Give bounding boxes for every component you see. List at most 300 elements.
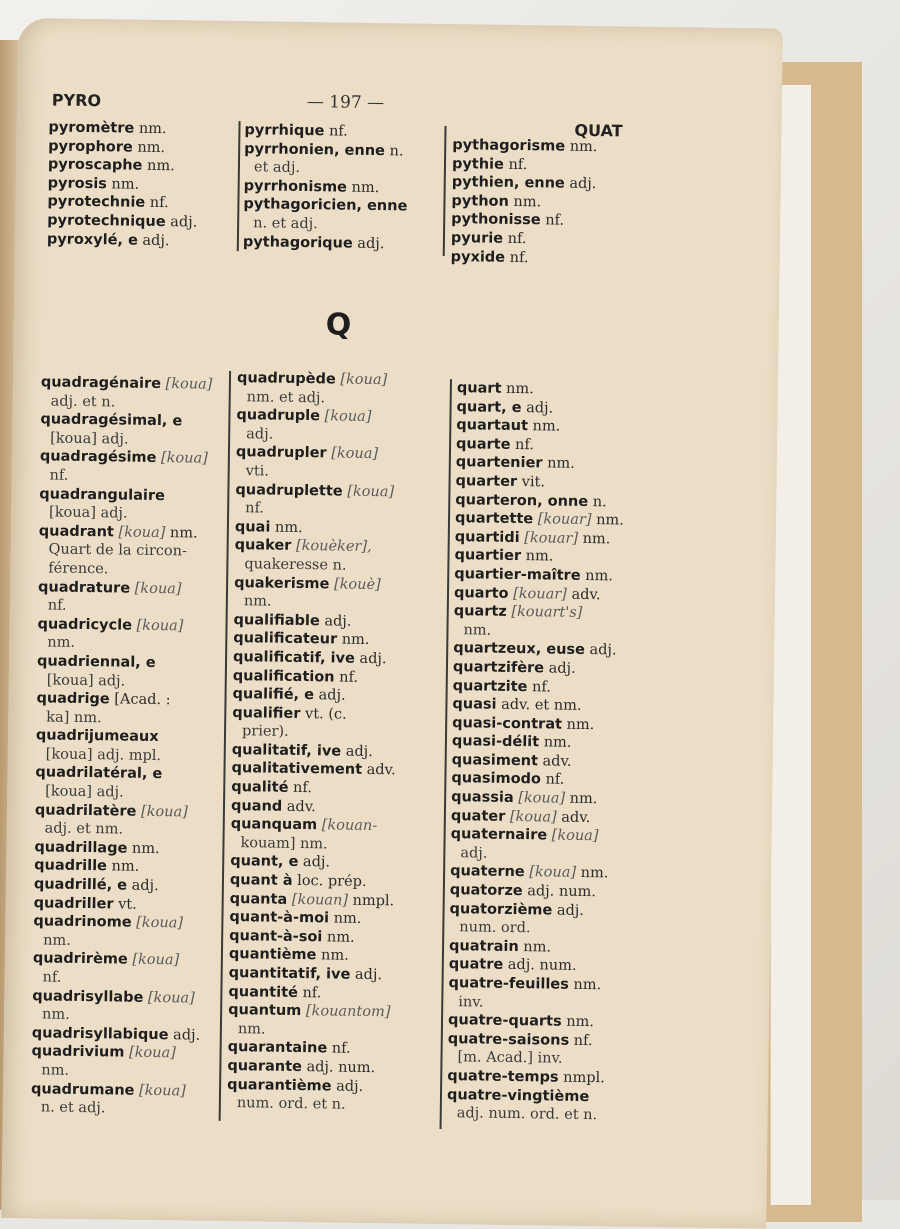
headword: quadrilatère bbox=[34, 801, 137, 820]
headword: quadriller bbox=[33, 894, 114, 913]
dictionary-entry bbox=[455, 509, 624, 530]
grammar-label: nm. bbox=[127, 840, 160, 857]
grammar-label: nm. bbox=[565, 138, 598, 156]
pronunciation: [kouan] bbox=[287, 891, 349, 909]
headword: quart bbox=[456, 380, 502, 397]
dictionary-entry bbox=[243, 196, 407, 217]
entry-continuation: quakeresse n. bbox=[244, 556, 347, 574]
dictionary-entry bbox=[227, 1076, 392, 1097]
headword: quater bbox=[450, 807, 506, 825]
headword: quadrilatéral, e bbox=[35, 764, 163, 783]
pronunciation: [koua] bbox=[136, 803, 188, 821]
dictionary-entry bbox=[451, 788, 620, 809]
headword: quartier-maître bbox=[454, 566, 581, 584]
dictionary-entry bbox=[229, 908, 394, 929]
headword: quakerisme bbox=[234, 574, 330, 592]
dictionary-entry bbox=[451, 825, 620, 846]
headword: quassia bbox=[451, 789, 514, 807]
dictionary-entry bbox=[228, 1038, 393, 1059]
pronunciation: [kouart's] bbox=[506, 604, 583, 622]
headword: quartenier bbox=[455, 454, 543, 472]
dictionary-entry bbox=[37, 652, 209, 673]
dictionary-entry bbox=[230, 871, 395, 892]
dictionary-entry bbox=[453, 639, 622, 660]
entry-continuation: prier). bbox=[241, 723, 289, 741]
headword: qualitatif, ive bbox=[231, 741, 342, 760]
dictionary-entry bbox=[47, 230, 197, 251]
entry-continuation: [koua] adj. bbox=[50, 430, 129, 448]
dictionary-entry bbox=[451, 248, 596, 269]
headword: quarto bbox=[453, 584, 509, 602]
headword: quaternaire bbox=[450, 826, 548, 844]
dictionary-entry bbox=[231, 778, 396, 799]
headword: quadrillé, e bbox=[33, 876, 128, 894]
headword: quasi-contrat bbox=[452, 714, 563, 733]
dictionary-entry bbox=[34, 838, 206, 859]
headword: pyrosis bbox=[47, 175, 107, 193]
headword: quadrisyllabe bbox=[32, 987, 144, 1006]
grammar-label: adj. bbox=[350, 966, 383, 984]
grammar-label: nf. bbox=[324, 123, 348, 140]
grammar-label: nm. bbox=[106, 858, 140, 876]
running-head-left: PYRO bbox=[51, 90, 102, 111]
dictionary-entry bbox=[456, 416, 625, 437]
dictionary-entry bbox=[450, 881, 619, 902]
headword: qualité bbox=[231, 779, 289, 796]
headword: quarantaine bbox=[227, 1039, 328, 1057]
grammar-label: adj. bbox=[354, 650, 387, 668]
headword: quadrumane bbox=[30, 1080, 135, 1099]
dictionary-entry bbox=[452, 173, 597, 194]
grammar-label: nm. bbox=[561, 716, 595, 733]
dictionary-entry bbox=[34, 894, 206, 915]
pronunciation: [kouèker], bbox=[291, 538, 372, 556]
headword: quadricycle bbox=[37, 616, 133, 634]
entry-continuation: et adj. bbox=[253, 159, 301, 177]
headword: qualifié, e bbox=[232, 686, 315, 704]
main-column-1 bbox=[31, 373, 213, 1119]
grammar-label: loc. prép. bbox=[292, 872, 367, 890]
headword: quadrangulaire bbox=[39, 485, 166, 504]
grammar-label: adj. bbox=[298, 854, 331, 871]
dictionary-entry bbox=[48, 156, 198, 177]
dictionary-entry bbox=[448, 974, 617, 995]
headword: quand bbox=[230, 797, 283, 815]
headword: quanta bbox=[229, 890, 288, 908]
headword: quantité bbox=[228, 983, 299, 1001]
entry-continuation: nm. bbox=[47, 634, 76, 652]
headword: pythagorisme bbox=[452, 137, 566, 155]
entry-continuation: kouam] nm. bbox=[240, 835, 328, 853]
headword: pyrrhique bbox=[244, 122, 325, 140]
headword: python bbox=[451, 192, 509, 210]
headword: quadrupler bbox=[235, 444, 327, 462]
dictionary-entry bbox=[35, 801, 207, 822]
dictionary-entry bbox=[31, 1080, 203, 1101]
dictionary-entry bbox=[32, 987, 204, 1008]
grammar-label: nm. bbox=[132, 139, 166, 156]
grammar-label: adj. bbox=[313, 687, 346, 704]
headword: pyrotechnie bbox=[47, 193, 146, 212]
pronunciation: [koua] bbox=[131, 617, 184, 635]
pronunciation: [koua] bbox=[129, 580, 182, 597]
dictionary-entry bbox=[450, 863, 619, 884]
dictionary-entry bbox=[243, 233, 407, 254]
entry-continuation: nm. bbox=[41, 1062, 70, 1079]
headword: pythonisse bbox=[451, 211, 541, 229]
dictionary-entry bbox=[452, 732, 621, 753]
pronunciation: [koua] bbox=[160, 376, 213, 393]
dictionary-entry bbox=[36, 689, 208, 710]
grammar-label: nf. bbox=[502, 230, 527, 248]
grammar-label: nf. bbox=[288, 779, 313, 797]
entry-continuation: nf. bbox=[245, 500, 265, 517]
headword: quant, e bbox=[230, 853, 299, 871]
dictionary-entry bbox=[33, 950, 205, 971]
headword: quadrivium bbox=[31, 1043, 125, 1061]
dictionary-entry bbox=[448, 1030, 617, 1051]
entry-continuation: nm. bbox=[237, 1020, 266, 1038]
entry-continuation: [koua] adj. mpl. bbox=[45, 746, 162, 764]
grammar-label: nf. bbox=[510, 436, 535, 454]
headword: pythien, enne bbox=[451, 174, 565, 192]
headword: quadrirème bbox=[32, 950, 128, 969]
dictionary-entry bbox=[447, 1086, 616, 1107]
headword: quasiment bbox=[451, 752, 539, 770]
headword: quartzite bbox=[452, 677, 528, 695]
headword: pyxide bbox=[450, 248, 506, 266]
dictionary-entry bbox=[40, 448, 212, 469]
dictionary-entry bbox=[454, 602, 623, 623]
pronunciation: [koua] bbox=[319, 408, 372, 426]
headword: quadrijumeaux bbox=[35, 727, 159, 746]
headword: pyrophore bbox=[48, 138, 133, 156]
dictionary-entry bbox=[232, 741, 397, 762]
dictionary-entry bbox=[455, 528, 624, 549]
headword: quadrinome bbox=[33, 913, 132, 931]
headword: quadrant bbox=[38, 523, 115, 541]
headword: quatre bbox=[448, 956, 504, 974]
dictionary-entry bbox=[453, 677, 622, 698]
grammar-label: nf. bbox=[297, 984, 322, 1001]
dictionary-entry bbox=[451, 770, 620, 791]
grammar-label: nm. bbox=[337, 631, 370, 649]
dictionary-entry bbox=[229, 927, 394, 948]
dictionary-entry bbox=[233, 629, 398, 650]
dictionary-entry bbox=[48, 137, 198, 158]
dictionary-entry bbox=[231, 797, 396, 818]
grammar-label: nf. bbox=[334, 668, 359, 686]
headword: quant à bbox=[229, 872, 293, 889]
pronunciation: [koua] bbox=[342, 483, 395, 500]
grammar-label: nf. bbox=[327, 1040, 351, 1058]
headword: quarter bbox=[455, 473, 518, 490]
headword: quatorzième bbox=[449, 900, 553, 919]
grammar-label: adv. bbox=[566, 586, 601, 603]
dictionary-entry bbox=[227, 1057, 392, 1078]
dictionary-entry bbox=[40, 411, 212, 432]
headword: quartaut bbox=[456, 417, 529, 435]
headword: quarteron, onne bbox=[455, 491, 589, 510]
headword: quaker bbox=[234, 537, 292, 555]
headword: quasi bbox=[452, 696, 497, 713]
dictionary-entry bbox=[233, 667, 398, 688]
dictionary-entry bbox=[233, 611, 398, 632]
dictionary-entry bbox=[228, 1001, 393, 1022]
pronunciation: [koua] bbox=[335, 371, 388, 389]
entry-continuation: nm. bbox=[43, 932, 71, 949]
headword: quatre-saisons bbox=[447, 1030, 570, 1049]
dictionary-entry bbox=[455, 491, 624, 512]
top-column-2 bbox=[243, 121, 409, 253]
dictionary-entry bbox=[41, 373, 213, 394]
grammar-label: nm. bbox=[508, 193, 542, 211]
dictionary-entry bbox=[456, 398, 625, 419]
dictionary-entry bbox=[244, 140, 408, 161]
grammar-label: nm. bbox=[106, 176, 140, 193]
grammar-label: adj. bbox=[168, 1026, 201, 1044]
headword: quatrain bbox=[448, 937, 519, 955]
dictionary-entry bbox=[35, 764, 207, 785]
dictionary-entry bbox=[237, 369, 402, 390]
headword: quatorze bbox=[449, 882, 523, 900]
grammar-label: vit. bbox=[517, 473, 546, 491]
pronunciation: [koua] bbox=[546, 827, 599, 845]
dictionary-entry bbox=[236, 406, 401, 427]
entry-continuation: nm. bbox=[463, 621, 492, 639]
main-column-3 bbox=[447, 379, 626, 1125]
dictionary-entry bbox=[452, 751, 621, 772]
grammar-label: nm. bbox=[346, 179, 380, 196]
dictionary-entry bbox=[454, 565, 623, 586]
dictionary-entry bbox=[228, 983, 393, 1004]
grammar-label: nm. bbox=[527, 418, 561, 435]
headword: quadrige bbox=[36, 690, 110, 708]
dictionary-entry bbox=[449, 956, 618, 977]
headword: quartz bbox=[453, 603, 507, 621]
pronunciation: [kouar] bbox=[533, 511, 592, 529]
grammar-label: nm. bbox=[542, 455, 575, 473]
pronunciation: [koua] bbox=[513, 790, 566, 807]
dictionary-entry bbox=[453, 658, 622, 679]
headword: quasi-délit bbox=[451, 733, 540, 751]
headword: pyrotechnique bbox=[47, 212, 166, 231]
headword: quantième bbox=[228, 946, 317, 964]
grammar-label: nm. bbox=[539, 734, 572, 752]
dictionary-page bbox=[1, 18, 783, 1229]
grammar-label: nf. bbox=[569, 1032, 593, 1049]
grammar-label: adj. num. bbox=[522, 883, 597, 901]
dictionary-entry bbox=[447, 1067, 616, 1088]
grammar-label: nf. bbox=[145, 195, 169, 212]
grammar-label: nm. bbox=[591, 512, 624, 529]
pronunciation: [kouè] bbox=[329, 575, 381, 593]
entry-continuation: nm. bbox=[243, 593, 272, 610]
headword: pyrrhonien, enne bbox=[244, 140, 386, 159]
grammar-label: adv. et nm. bbox=[496, 696, 582, 715]
grammar-label: nm. bbox=[270, 519, 303, 536]
dictionary-entry bbox=[232, 685, 397, 706]
dictionary-entry bbox=[235, 481, 400, 502]
headword: quant-à-soi bbox=[229, 927, 323, 946]
headword: quarante bbox=[227, 1057, 303, 1076]
grammar-label: nf. bbox=[504, 249, 529, 266]
headword: pythie bbox=[451, 155, 505, 173]
pronunciation: [koua] bbox=[156, 450, 208, 468]
entry-continuation: nm. et adj. bbox=[246, 388, 326, 406]
dictionary-entry bbox=[244, 121, 408, 142]
dictionary-entry bbox=[36, 727, 208, 748]
page-number: — 197 — bbox=[306, 92, 385, 114]
pronunciation: [koua] bbox=[326, 445, 379, 463]
entry-continuation: férence. bbox=[48, 560, 109, 578]
headword: quantitatif, ive bbox=[228, 965, 351, 983]
dictionary-entry bbox=[244, 177, 408, 198]
dictionary-entry bbox=[33, 913, 205, 934]
grammar-label: nm. bbox=[316, 947, 349, 965]
headword: quadruplette bbox=[235, 481, 343, 500]
entry-continuation: Quart de la circon- bbox=[48, 541, 188, 560]
entry-continuation: adj. bbox=[246, 426, 274, 443]
entry-continuation: [koua] adj. bbox=[45, 783, 124, 801]
grammar-label: nm. bbox=[580, 567, 614, 585]
entry-continuation: ka] nm. bbox=[46, 709, 102, 726]
headword: pyrrhonisme bbox=[243, 177, 348, 196]
dictionary-entry bbox=[455, 472, 624, 493]
entry-continuation: nm. bbox=[41, 1006, 70, 1024]
grammar-label: adv. bbox=[361, 762, 396, 779]
main-column-2 bbox=[227, 369, 402, 1115]
grammar-label: nf. bbox=[503, 156, 528, 173]
dictionary-entry bbox=[232, 704, 397, 725]
column-rule bbox=[443, 126, 447, 256]
dictionary-entry bbox=[451, 229, 596, 250]
headword: quadrature bbox=[37, 578, 131, 597]
grammar-label: nm. bbox=[577, 530, 611, 548]
entry-continuation: nf. bbox=[47, 597, 67, 614]
headword: quasimodo bbox=[451, 770, 542, 788]
pronunciation: [koua] bbox=[131, 914, 184, 932]
grammar-label: nm. bbox=[564, 790, 598, 808]
dictionary-entry bbox=[34, 875, 206, 896]
headword: quantum bbox=[228, 1002, 302, 1020]
grammar-label: n. bbox=[384, 142, 404, 159]
headword: quart, e bbox=[456, 398, 522, 416]
headword: qualificateur bbox=[233, 630, 338, 648]
entry-continuation: adj. bbox=[460, 845, 488, 862]
dictionary-entry bbox=[236, 443, 401, 464]
headword: quadrillage bbox=[34, 839, 128, 857]
headword: quadriennal, e bbox=[36, 653, 156, 671]
grammar-label: nm. bbox=[142, 157, 175, 175]
headword: quadragésimal, e bbox=[40, 411, 183, 430]
headword: quartette bbox=[454, 510, 534, 528]
pronunciation: [koua] bbox=[524, 864, 577, 882]
entry-continuation: adj. num. ord. et n. bbox=[456, 1105, 598, 1124]
grammar-label: nm. bbox=[576, 865, 609, 882]
dictionary-entry bbox=[32, 1024, 204, 1045]
headword: pyurie bbox=[450, 230, 504, 247]
dictionary-entry bbox=[454, 546, 623, 567]
dictionary-entry bbox=[39, 485, 211, 506]
grammar-label: nmpl. bbox=[347, 892, 395, 909]
entry-continuation: n. et adj. bbox=[253, 215, 318, 233]
entry-continuation: [koua] adj. bbox=[46, 671, 126, 690]
grammar-label: adv. bbox=[537, 753, 572, 770]
headword: quadragésime bbox=[39, 448, 157, 467]
grammar-label: nmpl. bbox=[558, 1069, 605, 1087]
headword: pythagorique bbox=[242, 233, 353, 252]
entry-continuation: n. et adj. bbox=[40, 1099, 106, 1117]
grammar-label: adv. bbox=[556, 809, 591, 826]
headword: quatre-quarts bbox=[447, 1012, 562, 1030]
grammar-label: adj. bbox=[137, 232, 170, 249]
entry-continuation: nf. bbox=[42, 969, 62, 986]
dictionary-entry bbox=[454, 584, 623, 605]
dictionary-entry bbox=[48, 118, 198, 139]
dictionary-entry bbox=[31, 1043, 203, 1064]
headword: quanquam bbox=[230, 816, 318, 834]
dictionary-entry bbox=[452, 714, 621, 735]
grammar-label: vt. (c. bbox=[300, 705, 347, 723]
headword: quaterne bbox=[450, 863, 525, 881]
headword: quadruple bbox=[236, 407, 321, 425]
dictionary-entry bbox=[452, 155, 597, 176]
pronunciation: [kouantom] bbox=[301, 1003, 391, 1021]
pronunciation: [koua] bbox=[124, 1044, 176, 1062]
dictionary-entry bbox=[457, 379, 626, 400]
pronunciation: [kouan- bbox=[317, 817, 378, 835]
grammar-label: nm. bbox=[165, 524, 198, 542]
grammar-label: nf. bbox=[527, 678, 551, 696]
grammar-label: nm. bbox=[328, 910, 362, 928]
grammar-label: adj. bbox=[165, 214, 198, 231]
grammar-label: adv. bbox=[282, 798, 316, 815]
headword: quadrupède bbox=[236, 370, 336, 388]
dictionary-entry bbox=[235, 518, 400, 539]
headword: pyromètre bbox=[48, 119, 135, 137]
headword: quarantième bbox=[227, 1076, 332, 1095]
pronunciation: [kouar] bbox=[508, 585, 568, 603]
grammar-label: adj. bbox=[319, 612, 352, 630]
headword: quartzeux, euse bbox=[453, 640, 586, 659]
grammar-label: nm. bbox=[134, 120, 167, 138]
grammar-label: adj. bbox=[584, 642, 617, 659]
pronunciation: [koua] bbox=[143, 989, 195, 1007]
grammar-label: adj. num. bbox=[301, 1059, 376, 1077]
grammar-label: adj. bbox=[352, 235, 385, 252]
headword: pyroscaphe bbox=[47, 156, 143, 174]
dictionary-entry bbox=[37, 615, 209, 636]
entry-continuation: vti. bbox=[245, 463, 270, 480]
dictionary-entry bbox=[34, 857, 206, 878]
headword: quatre-temps bbox=[447, 1068, 559, 1086]
entry-continuation: num. ord. et n. bbox=[236, 1095, 346, 1113]
dictionary-entry bbox=[451, 807, 620, 828]
grammar-label: adj. bbox=[341, 743, 373, 760]
headword: quatre-feuilles bbox=[448, 975, 569, 993]
dictionary-entry bbox=[452, 136, 597, 157]
pronunciation: [koua] bbox=[505, 808, 557, 826]
top-column-3 bbox=[451, 136, 598, 268]
grammar-label: adj. bbox=[543, 660, 576, 677]
dictionary-entry bbox=[229, 945, 394, 966]
headword: quai bbox=[234, 518, 271, 536]
grammar-label: adj. bbox=[331, 1078, 364, 1095]
grammar-label: n. bbox=[588, 493, 607, 510]
grammar-label: adj. bbox=[564, 175, 597, 193]
grammar-label: nm. bbox=[501, 380, 534, 398]
